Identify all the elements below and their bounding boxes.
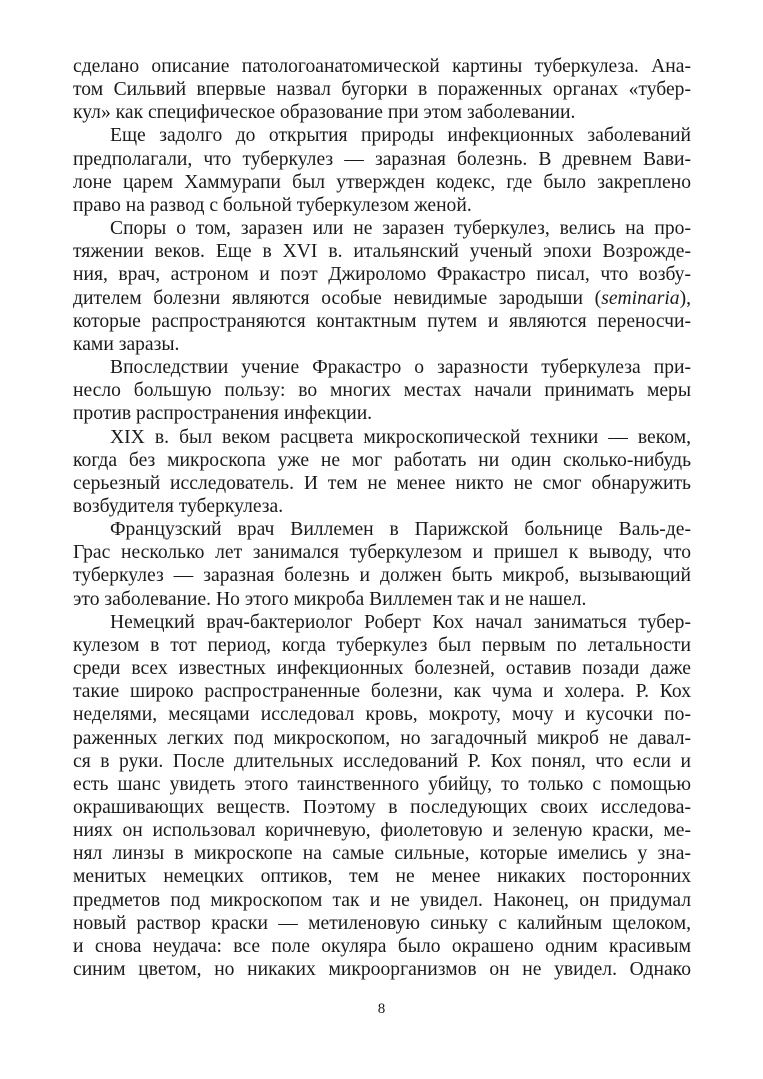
text-line: есть шанс увидеть этого таинственного убийцу, то только с помощью	[73, 773, 691, 795]
text-line: лоне царем Хаммурапи был утвержден кодекс, где было закреплено	[73, 171, 691, 193]
page-body	[73, 55, 691, 981]
text-line: окрашивающих веществ. Поэтому в последующих своих исследова-	[73, 797, 691, 818]
text-line: и снова неудача: все поле окуляра было окрашено одним красивым	[73, 935, 691, 957]
italic-term: seminaria	[601, 287, 680, 309]
text-line: том Сильвий впервые назвал бугорки в пораженных органах «тубер-	[73, 79, 691, 101]
text-line: неделями, месяцами исследовал кровь, мокроту, мочу и кусочки по-	[73, 704, 691, 726]
paragraph-3	[73, 217, 691, 356]
paragraph-2	[73, 124, 691, 217]
text-line: сделано описание патологоанатомической картины туберкулеза. Ана-	[73, 56, 691, 77]
text-line: Французский врач Виллемен в Парижской больнице Валь-де-	[110, 519, 691, 541]
text-line: Впоследствии учение Фракастро о заразности туберкулеза при-	[110, 357, 691, 379]
text-line: ся в руки. После длительных исследований Р. Кох понял, что если и	[73, 750, 691, 772]
text-line-with-italic: дителем болезни являются особые невидимые зародыши (seminaria),	[73, 287, 691, 309]
text-line: против распространения инфекции.	[73, 403, 373, 425]
paragraph-6	[73, 518, 691, 611]
paragraph-7	[73, 611, 691, 982]
text-line: нял линзы в микроскопе на самые сильные, которые имелись у зна-	[73, 843, 691, 865]
text-line: которые распространяются контактным путем и являются переносчи-	[73, 310, 691, 332]
text-line: серьезный исследователь. И тем не менее никто не смог обнаружить	[73, 472, 691, 494]
text-line: менитых немецких оптиков, тем не менее никаких посторонних	[73, 866, 691, 888]
text-line: тяжении веков. Еще в XVI в. итальянский ученый эпохи Возрожде-	[73, 241, 691, 263]
text-line: среди всех известных инфекционных болезней, оставив позади даже	[73, 658, 691, 680]
text-line: право на развод с больной туберкулезом женой.	[73, 194, 472, 216]
text-line: раженных легких под микроскопом, но загадочный микроб не давал-	[73, 727, 691, 749]
text-line: несло большую пользу: во многих местах начали принимать меры	[73, 380, 691, 402]
text-line: это заболевание. Но этого микроба Виллемен так и не нашел.	[73, 588, 587, 610]
text-line: ния, врач, астроном и поэт Джироломо Фракастро писал, что возбу-	[73, 264, 691, 286]
text-line: новый раствор краски — метиленовую синьку с калийным щелоком,	[73, 912, 691, 934]
text-line: когда без микроскопа уже не мог работать ни один сколько-нибудь	[73, 449, 691, 471]
text-line: такие широко распространенные болезни, как чума и холера. Р. Кох	[73, 681, 691, 703]
text-line: XIX в. был веком расцвета микроскопической техники — веком,	[110, 426, 691, 448]
text-line: возбудителя туберкулеза.	[73, 495, 284, 517]
text-line: ками заразы.	[73, 333, 180, 355]
text-line: ниях он использовал коричневую, фиолетовую и зеленую краски, ме-	[73, 820, 691, 842]
text-line: синим цветом, но никаких микроорганизмов он не увидел. Однако	[73, 959, 691, 981]
text-line: Немецкий врач-бактериолог Роберт Кох начал заниматься тубер-	[110, 611, 691, 633]
text-line: Грас несколько лет занимался туберкулезом и пришел к выводу, что	[73, 542, 691, 564]
page-number: 8	[377, 1001, 386, 1017]
text-line: кул» как специфическое образование при этом заболевании.	[73, 102, 576, 124]
text-line: туберкулез — заразная болезнь и должен быть микроб, вызывающий	[73, 565, 691, 587]
paragraph-4	[73, 356, 691, 425]
text-line: предполагали, что туберкулез — заразная болезнь. В древнем Вави-	[73, 148, 691, 170]
paragraph-1	[73, 55, 691, 124]
text-line: Еще задолго до открытия природы инфекционных заболеваний	[110, 125, 691, 147]
paragraph-5	[73, 426, 691, 519]
text-line: предметов под микроскопом так и не увидел. Наконец, он придумал	[73, 889, 691, 911]
text-line: Споры о том, заразен или не заразен туберкулез, велись на про-	[110, 218, 691, 240]
text-line: кулезом в тот период, когда туберкулез был первым по летальности	[73, 634, 691, 656]
